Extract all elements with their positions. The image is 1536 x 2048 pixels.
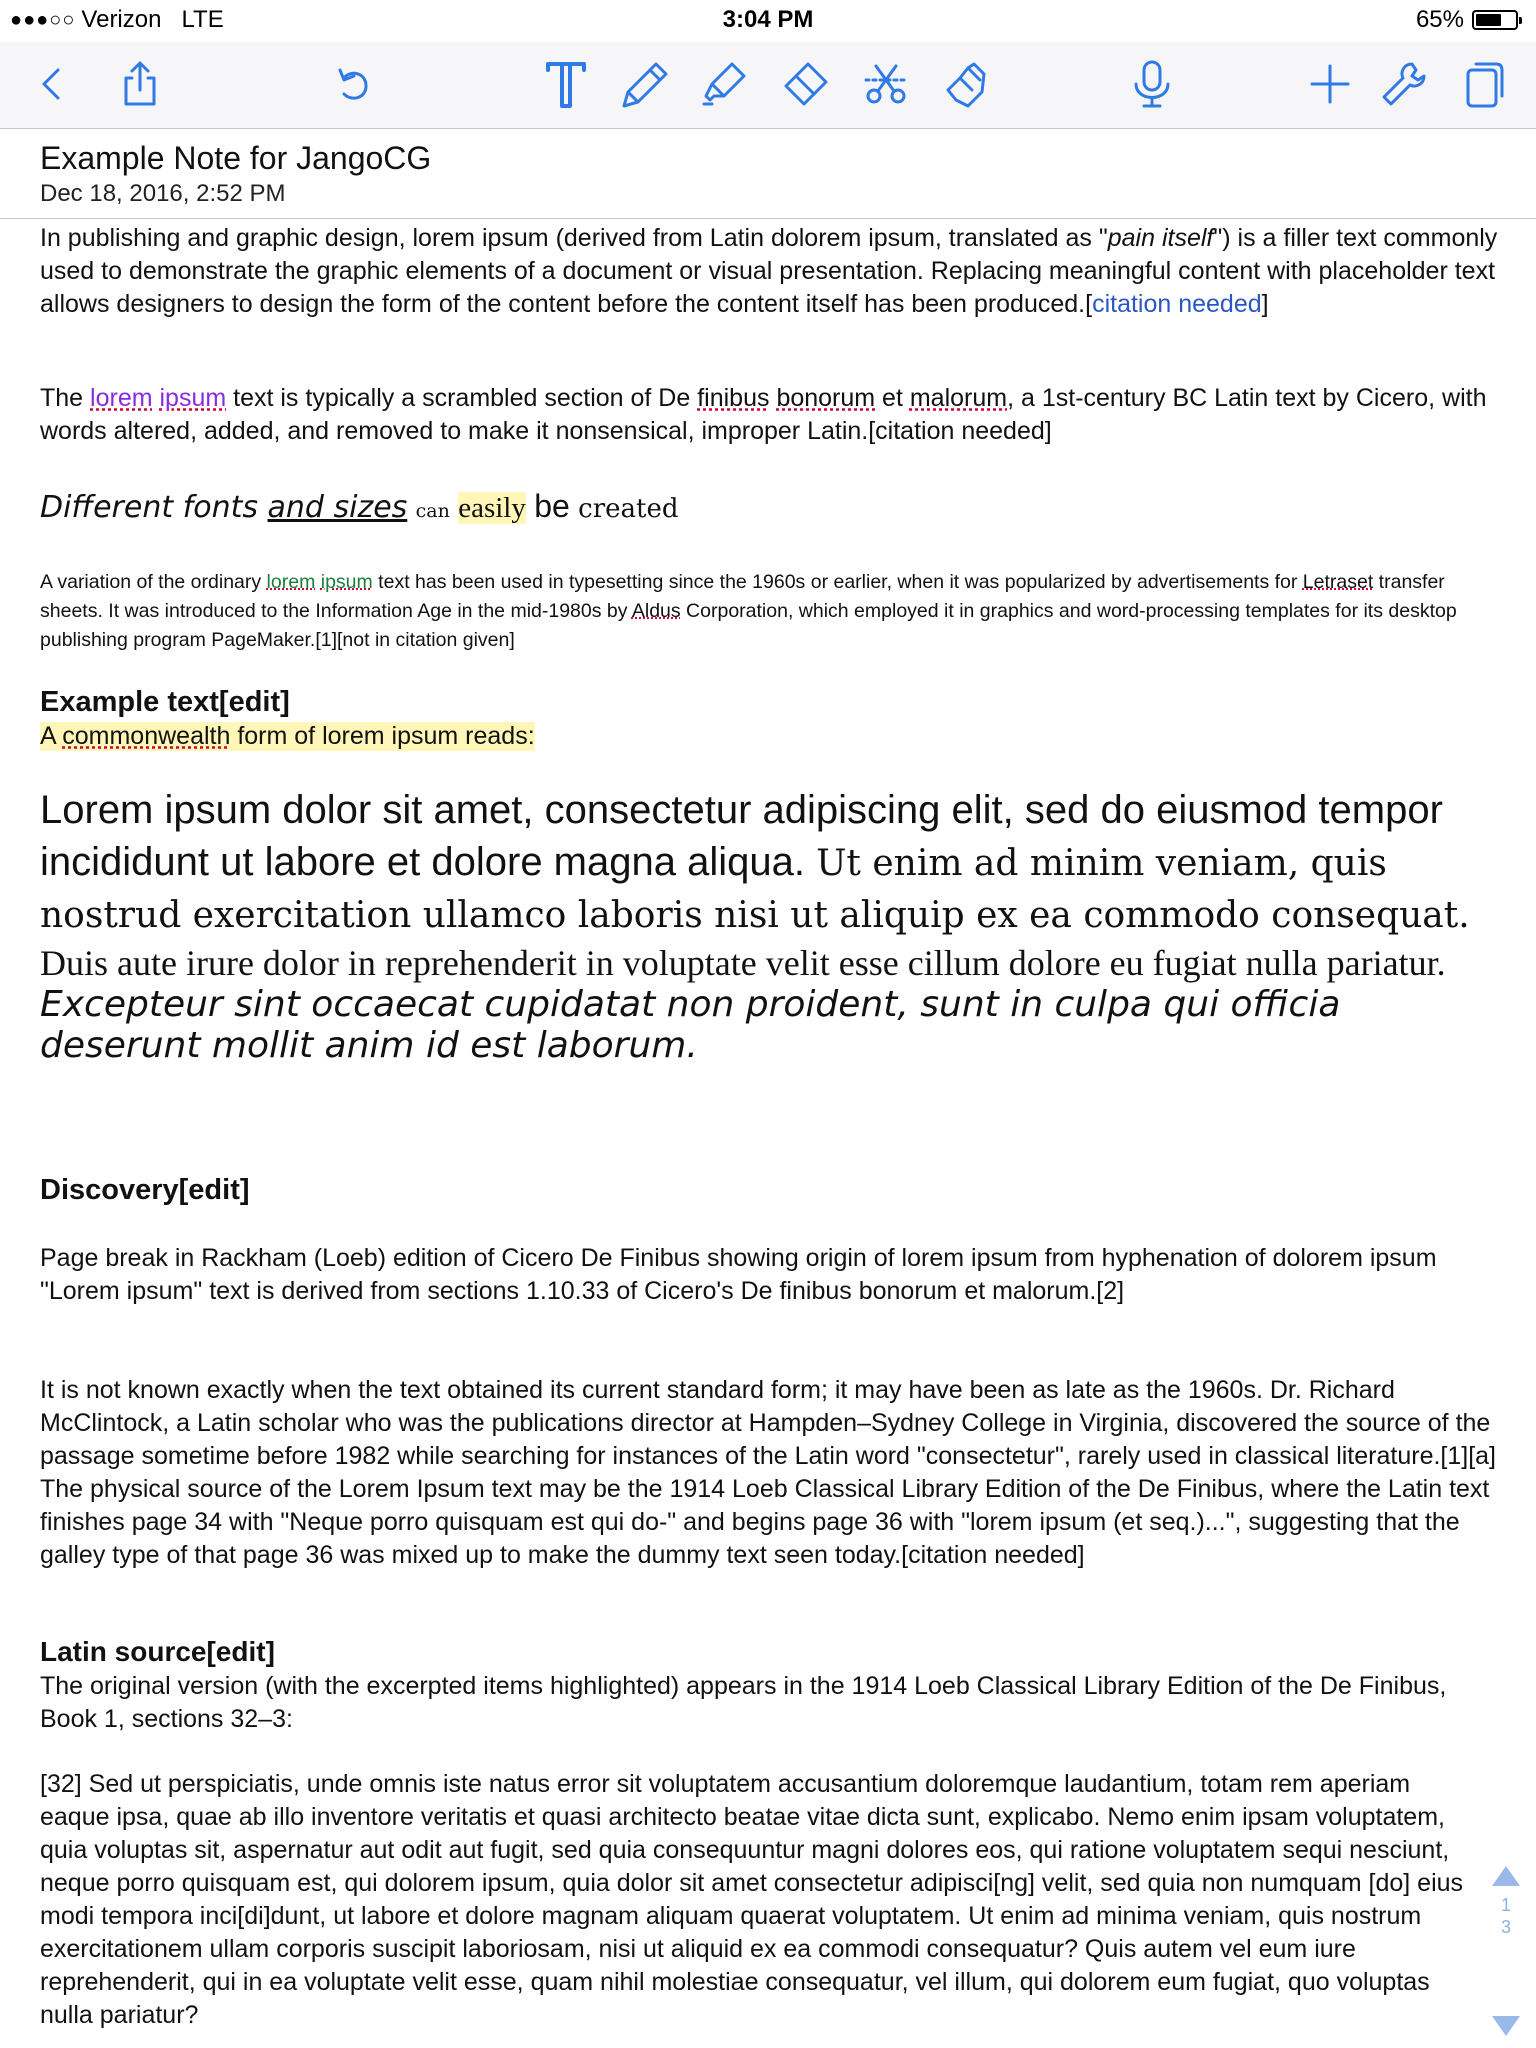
pen-tool-icon[interactable]: [612, 52, 676, 116]
pages-icon[interactable]: [1450, 52, 1514, 116]
page-current: 1: [1500, 1895, 1511, 1915]
paragraph-mcclintock: It is not known exactly when the text obtained its current standard form; it may have been as late as the 1960s. Dr. Richard McClintock, a Latin scholar who was the publications director at Hampden–Sydney College in Virginia, discovered the source of the passage sometime before 1982 while searching for instances of the Latin word "consectetur", rarely used in classical literature.[1][a] The physical source of the Lorem Ipsum text may be the 1914 Loeb Classical Library Edition of the De Finibus, where the Latin text finishes page 34 with "Neque porro quisquam est qui do-" and begins page 36 with "lorem ipsum (et seq.)...", suggesting that the galley type of that page 36 was mixed up to make the dummy text seen today.[citation needed]: [40, 1376, 1497, 1569]
lorem-mixed-fonts: Lorem ipsum dolor sit amet, consectetur adipiscing elit, sed do eiusmod tempor incididunt ut labore et dolore magna aliqua. Ut enim ad minim veniam, quis nostrud exercitation ullamco laboris nisi ut aliquip ex ea commodo consequat. Duis aute irure dolor in reprehenderit in voluptate velit esse cillum dolore eu fugiat nulla pariatur. Excepteur sint occaecat cupidatat non proident, sunt in culpa qui officia deserunt mollit anim id est laborum.: [40, 788, 1470, 1066]
paragraph-original-version: The original version (with the excerpted items highlighted) appears in the 1914 Loeb Classical Library Edition of the De Finibus, Book 1, sections 32–3:: [40, 1672, 1447, 1733]
network-type: LTE: [181, 6, 224, 33]
paragraph-page-break: Page break in Rackham (Loeb) edition of Cicero De Finibus showing origin of lorem ipsum from hyphenation of dolorem ipsum "Lorem ipsum" text is derived from sections 1.10.33 of Cicero's De finibus bonorum et malorum.[2]: [40, 1244, 1437, 1305]
battery-percent: 65%: [1415, 6, 1464, 33]
paragraph-intro: In publishing and graphic design, lorem ipsum (derived from Latin dolorem ipsum, translated as "pain itself") is a filler text commonly used to demonstrate the graphic elements of a document or visual presentation. Replacing meaningful content with placeholder text allows designers to design the form of the content before the content itself has been produced.[citation needed]: [40, 224, 1498, 318]
fonts-demo-line: Different fonts and sizes can easily be created: [40, 488, 679, 525]
share-icon[interactable]: [108, 52, 172, 116]
wrench-icon[interactable]: [1372, 52, 1436, 116]
heading-example-text: Example text[edit]: [40, 686, 290, 718]
paragraph-lorem-origin: The lorem ipsum text is typically a scrambled section of De finibus bonorum et malorum, a 1st-century BC Latin text by Cicero, with words altered, added, and removed to make it nonsensical, improper Latin.[citation needed]: [40, 384, 1487, 445]
status-bar: [0, 0, 1536, 42]
highlighted-intro-line: A commonwealth form of lorem ipsum reads:: [40, 722, 535, 750]
undo-icon[interactable]: [322, 52, 386, 116]
scissors-icon[interactable]: [854, 52, 918, 116]
add-icon[interactable]: [1298, 52, 1362, 116]
back-chevron-icon[interactable]: [20, 52, 84, 116]
note-title[interactable]: Example Note for JangoCG: [40, 140, 432, 176]
citation-link[interactable]: citation needed: [1092, 290, 1262, 318]
note-date: Dec 18, 2016, 2:52 PM: [40, 180, 286, 207]
paragraph-latin-text: [32] Sed ut perspiciatis, unde omnis iste natus error sit voluptatem accusantium doloremque laudantium, totam rem aperiam eaque ipsa, quae ab illo inventore veritatis et quasi architecto beatae vitae dicta sunt, explicabo. Nemo enim ipsam voluptatem, quia voluptas sit, aspernatur aut odit aut fugit, sed quia consequuntur magni dolores eos, qui ratione voluptatem sequi nesciunt, neque porro quisquam est, qui dolorem ipsum, quia dolor sit amet consectetur adipisci[ng] velit, sed quia non numquam [do] eius modi tempora inci[di]dunt, ut labore et dolore magnam aliquam quaerat voluptatem. Ut enim ad minima veniam, quis nostrum exercitationem ullam corporis suscipit laboriosam, nisi ut aliquid ex ea commodi consequatur? Quis autem vel eum iure reprehenderit, qui in ea voluptate velit esse, quam nihil molestiae consequatur, vel illum, qui dolorem eum fugiat, quo voluptas nulla pariatur?: [40, 1770, 1464, 2029]
header-divider: [0, 218, 1536, 219]
battery-icon: [1472, 10, 1518, 30]
page-down-icon[interactable]: [1492, 2016, 1520, 2036]
paragraph-variation: A variation of the ordinary lorem ipsum text has been used in typesetting since the 1960s or earlier, when it was popularized by advertisements for Letraset transfer sheets. It was introduced to the Information Age in the mid-1980s by Aldus Corporation, which employed it in graphics and word-processing templates for its desktop publishing program PageMaker.[1][not in citation given]: [40, 571, 1457, 651]
status-time: 3:04 PM: [722, 6, 814, 33]
carrier-name: Verizon: [81, 6, 162, 33]
hand-tool-icon[interactable]: [934, 52, 998, 116]
signal-strength-icon: ●●●○○: [10, 8, 76, 31]
lorem-link[interactable]: lorem: [90, 384, 153, 412]
heading-latin-source: Latin source[edit]: [40, 1636, 275, 1667]
highlighter-icon[interactable]: [692, 52, 756, 116]
lorem-link-2[interactable]: lorem: [266, 571, 316, 593]
text-tool-icon[interactable]: [534, 52, 598, 116]
page-indicator: [1486, 1866, 1526, 2036]
battery-info: [1416, 6, 1518, 34]
page-total: 3: [1500, 1917, 1511, 1937]
eraser-icon[interactable]: [774, 52, 838, 116]
page-up-icon[interactable]: [1492, 1866, 1520, 1886]
ipsum-link-2[interactable]: ipsum: [320, 571, 373, 593]
microphone-icon[interactable]: [1120, 52, 1184, 116]
heading-discovery: Discovery[edit]: [40, 1174, 250, 1206]
note-toolbar: [0, 42, 1536, 129]
ipsum-link[interactable]: ipsum: [159, 384, 227, 412]
